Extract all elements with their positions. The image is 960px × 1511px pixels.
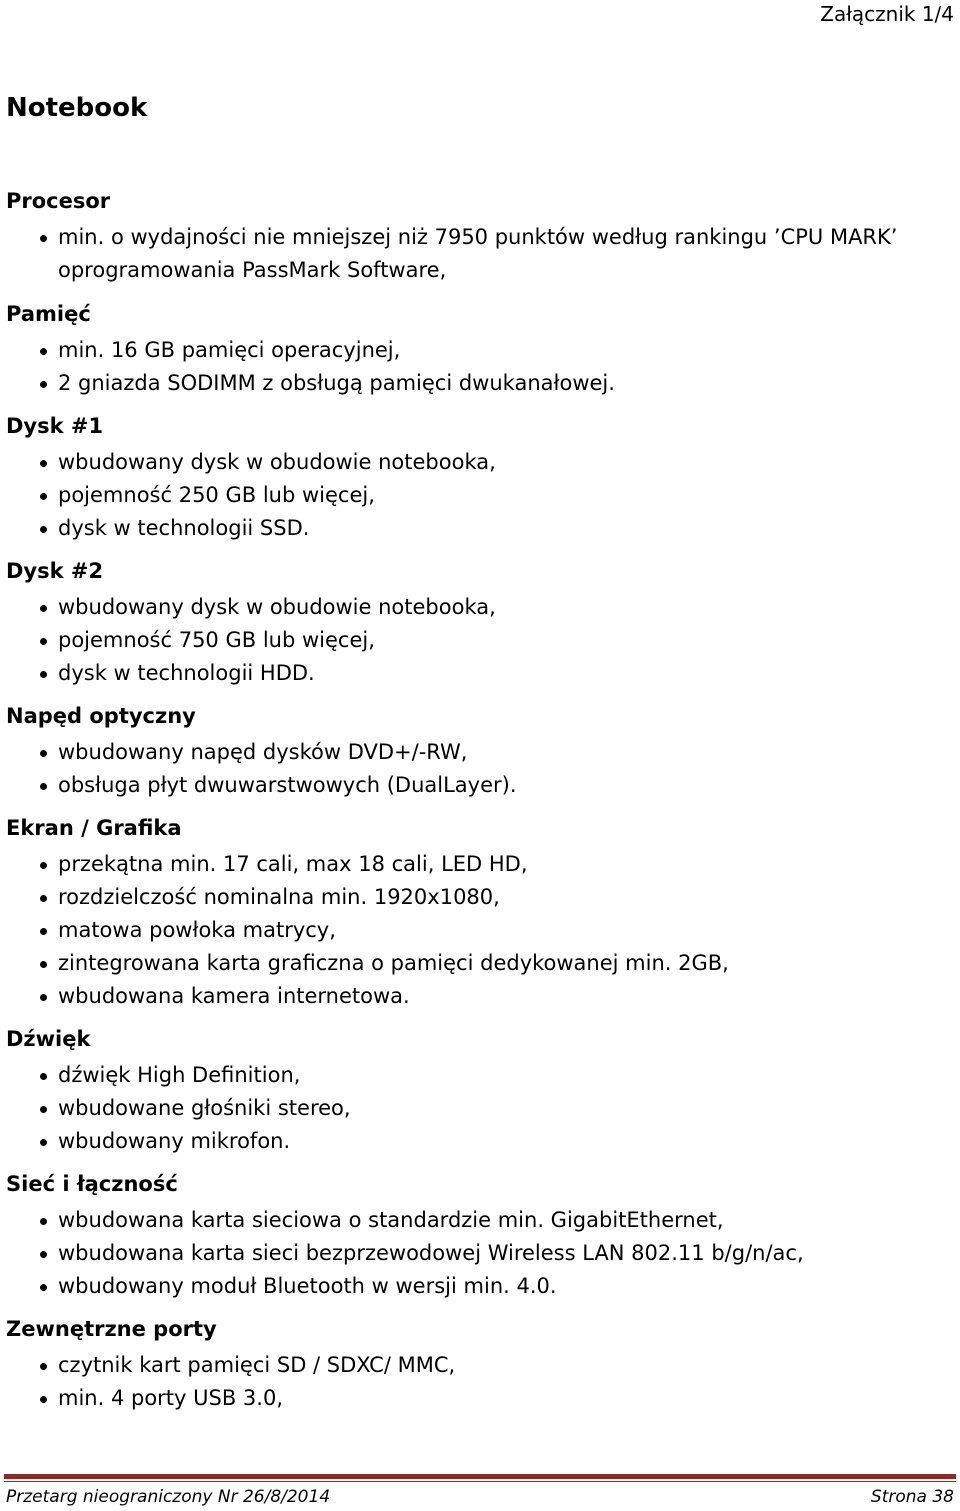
list-item <box>6 947 954 980</box>
section-heading: Sieć i łączność <box>6 1172 178 1196</box>
bullet-icon <box>40 348 47 355</box>
list-item <box>6 980 954 1013</box>
section <box>6 557 954 690</box>
bullet-icon <box>40 381 47 388</box>
section-list <box>6 221 954 287</box>
footer-rule <box>4 1474 956 1479</box>
bullet-icon <box>40 895 47 902</box>
list-item-text: czytnik kart pamięci SD / SDXC/ MMC, <box>58 1353 456 1377</box>
list-item <box>6 769 954 802</box>
section-list <box>6 591 954 690</box>
list-item <box>6 1270 954 1303</box>
section-list <box>6 446 954 545</box>
section <box>6 814 954 1013</box>
section-heading: Pamięć <box>6 302 91 326</box>
section-heading: Dysk #1 <box>6 414 104 438</box>
bullet-icon <box>40 1218 47 1225</box>
bullet-icon <box>40 1106 47 1113</box>
list-item <box>6 334 954 367</box>
list-item <box>6 624 954 657</box>
bullet-icon <box>40 460 47 467</box>
section-list <box>6 334 954 400</box>
section-list <box>6 1349 954 1415</box>
list-item <box>6 1125 954 1158</box>
list-item <box>6 591 954 624</box>
list-item <box>6 1237 954 1270</box>
list-item <box>6 914 954 947</box>
list-item-text: pojemność 750 GB lub więcej, <box>58 628 375 652</box>
list-item-text: wbudowany dysk w obudowie notebooka, <box>58 595 496 619</box>
section-heading: Dysk #2 <box>6 559 104 583</box>
list-item <box>6 848 954 881</box>
list-item <box>6 479 954 512</box>
section-list <box>6 848 954 1013</box>
attachment-label: Załącznik 1/4 <box>820 2 954 26</box>
list-item <box>6 1204 954 1237</box>
list-item-text: wbudowana kamera internetowa. <box>58 984 410 1008</box>
section <box>6 702 954 802</box>
section <box>6 187 954 287</box>
list-item-text: min. 16 GB pamięci operacyjnej, <box>58 338 401 362</box>
bullet-icon <box>40 994 47 1001</box>
list-item-text: 2 gniazda SODIMM z obsługą pamięci dwukanałowej. <box>58 371 615 395</box>
list-item <box>6 881 954 914</box>
section <box>6 1025 954 1158</box>
list-item <box>6 657 954 690</box>
document-title: Notebook <box>6 93 148 123</box>
bullet-icon <box>40 605 47 612</box>
list-item-text: matowa powłoka matrycy, <box>58 918 336 942</box>
list-item-text: przekątna min. 17 cali, max 18 cali, LED HD, <box>58 852 528 876</box>
section-heading: Zewnętrzne porty <box>6 1317 217 1341</box>
list-item <box>6 221 954 287</box>
bullet-icon <box>40 1284 47 1291</box>
list-item-text: pojemność 250 GB lub więcej, <box>58 483 375 507</box>
list-item-text: wbudowany napęd dysków DVD+/-RW, <box>58 740 468 764</box>
section-heading: Dźwięk <box>6 1027 91 1051</box>
list-item <box>6 1382 954 1415</box>
list-item <box>6 1059 954 1092</box>
list-item-text: wbudowany mikrofon. <box>58 1129 291 1153</box>
section-heading: Ekran / Grafika <box>6 816 182 840</box>
section <box>6 300 954 400</box>
spec-sections <box>6 175 954 1415</box>
footer-tender-number: Przetarg nieograniczony Nr 26/8/2014 <box>6 1487 331 1507</box>
list-item-text: min. o wydajności nie mniejszej niż 7950 punktów według rankingu ’CPU MARK’ oprogramowania PassMark Software, <box>58 225 898 282</box>
section <box>6 412 954 545</box>
list-item-text: wbudowana karta sieci bezprzewodowej Wireless LAN 802.11 b/g/n/ac, <box>58 1241 804 1265</box>
bullet-icon <box>40 862 47 869</box>
footer-rule-thin <box>4 1481 956 1482</box>
bullet-icon <box>40 235 47 242</box>
bullet-icon <box>40 928 47 935</box>
list-item <box>6 736 954 769</box>
list-item-text: zintegrowana karta graficzna o pamięci dedykowanej min. 2GB, <box>58 951 729 975</box>
list-item-text: obsługa płyt dwuwarstwowych (DualLayer). <box>58 773 517 797</box>
bullet-icon <box>40 750 47 757</box>
bullet-icon <box>40 493 47 500</box>
section <box>6 1170 954 1303</box>
bullet-icon <box>40 1251 47 1258</box>
list-item-text: dysk w technologii SSD. <box>58 516 310 540</box>
list-item <box>6 1349 954 1382</box>
list-item-text: wbudowane głośniki stereo, <box>58 1096 351 1120</box>
list-item <box>6 1092 954 1125</box>
section-heading: Napęd optyczny <box>6 704 196 728</box>
section-list <box>6 1204 954 1303</box>
section-list <box>6 736 954 802</box>
bullet-icon <box>40 1363 47 1370</box>
list-item-text: rozdzielczość nominalna min. 1920x1080, <box>58 885 500 909</box>
list-item-text: wbudowana karta sieciowa o standardzie min. GigabitEthernet, <box>58 1208 724 1232</box>
list-item-text: wbudowany moduł Bluetooth w wersji min. 4.0. <box>58 1274 557 1298</box>
list-item <box>6 446 954 479</box>
bullet-icon <box>40 671 47 678</box>
bullet-icon <box>40 1396 47 1403</box>
bullet-icon <box>40 961 47 968</box>
list-item-text: dźwięk High Definition, <box>58 1063 301 1087</box>
section-list <box>6 1059 954 1158</box>
bullet-icon <box>40 783 47 790</box>
bullet-icon <box>40 526 47 533</box>
bullet-icon <box>40 638 47 645</box>
section <box>6 1315 954 1415</box>
list-item <box>6 367 954 400</box>
section-heading: Procesor <box>6 189 111 213</box>
footer-page-number: Strona 38 <box>870 1487 954 1507</box>
bullet-icon <box>40 1139 47 1146</box>
list-item-text: dysk w technologii HDD. <box>58 661 315 685</box>
list-item-text: wbudowany dysk w obudowie notebooka, <box>58 450 496 474</box>
list-item <box>6 512 954 545</box>
bullet-icon <box>40 1073 47 1080</box>
list-item-text: min. 4 porty USB 3.0, <box>58 1386 283 1410</box>
